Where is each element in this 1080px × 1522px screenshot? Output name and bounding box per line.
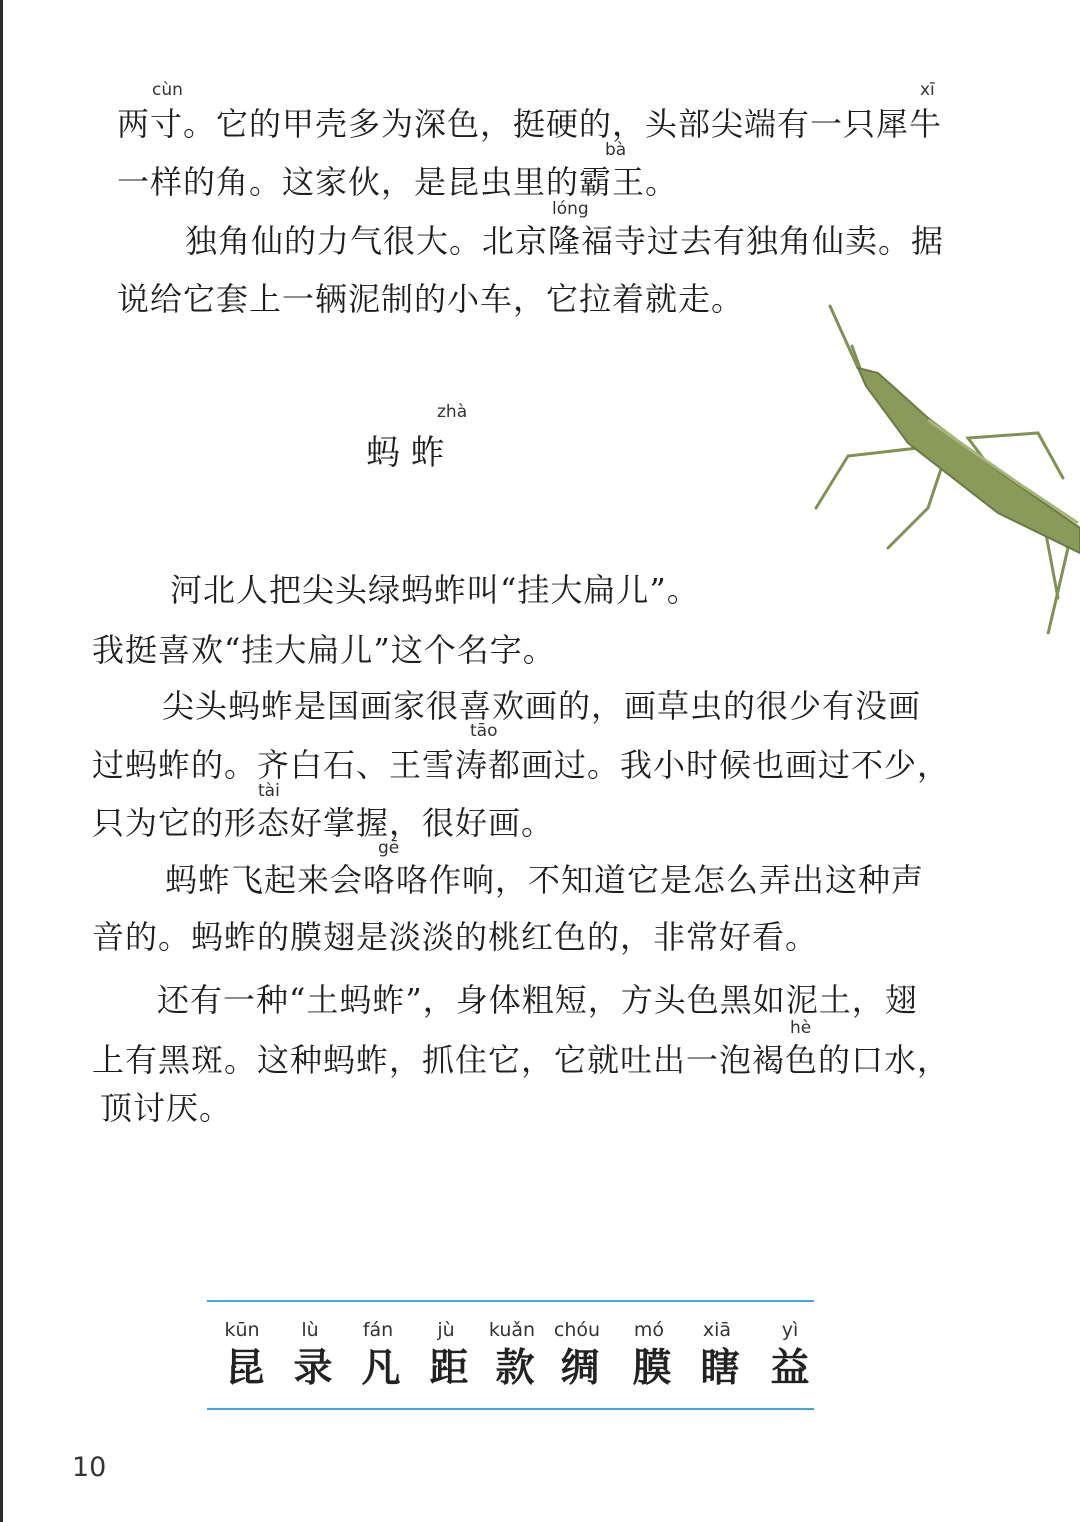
page-number: 10 — [72, 1452, 107, 1483]
text-line: 过蚂蚱的。齐白石、王雪涛都画过。我小时候也画过不少， — [92, 746, 951, 784]
text-line: 顶讨厌。 — [100, 1089, 233, 1127]
vocab-character: 绸 — [560, 1345, 600, 1391]
text-line: 独角仙的力气很大。北京隆福寺过去有独角仙卖。据 — [185, 222, 945, 260]
pinyin-annotation: gē — [378, 838, 400, 858]
vocab-character: 凡 — [361, 1345, 401, 1391]
text-line: 还有一种“土蚂蚱”，身体粗短，方头色黑如泥土，翅 — [157, 981, 918, 1019]
vocab-character: 距 — [429, 1345, 469, 1391]
vocab-bottom-rule — [207, 1408, 814, 1410]
vocab-character: 益 — [770, 1345, 810, 1391]
vocab-pinyin: mó — [633, 1319, 665, 1341]
vocab-pinyin: kuǎn — [488, 1319, 536, 1341]
vocab-character: 录 — [293, 1345, 333, 1391]
text-line: 两寸。它的甲壳多为深色，挺硬的，头部尖端有一只犀牛 — [117, 105, 943, 143]
vocab-character: 瞎 — [700, 1345, 740, 1391]
text-line: 只为它的形态好掌握，很好画。 — [92, 804, 555, 842]
text-line: 上有黑斑。这种蚂蚱，抓住它，它就吐出一泡褐色的口水， — [92, 1041, 951, 1079]
text-line: 河北人把尖头绿蚂蚱叫“挂大扁儿”。 — [170, 571, 700, 609]
vocab-top-rule — [207, 1300, 814, 1302]
pinyin-annotation: bà — [605, 140, 627, 160]
vocab-character: 款 — [495, 1345, 535, 1391]
vocab-pinyin: chóu — [553, 1319, 601, 1341]
vocab-pinyin: jù — [437, 1319, 455, 1341]
text-line: 音的。蚂蚱的膜翅是淡淡的桃红色的，非常好看。 — [92, 918, 819, 956]
text-line: 尖头蚂蚱是国画家很喜欢画的，画草虫的很少有没画 — [162, 687, 922, 725]
pinyin-annotation: lóng — [552, 199, 589, 219]
vocab-pinyin: kūn — [224, 1319, 260, 1341]
pinyin-annotation: tài — [258, 781, 280, 801]
text-line: 一样的角。这家伙，是昆虫里的霸王。 — [117, 163, 679, 201]
title-pinyin: zhà — [437, 402, 468, 422]
vocab-character: 膜 — [632, 1345, 672, 1391]
pinyin-annotation: tāo — [470, 721, 498, 741]
section-title: 蚂 蚱 — [366, 433, 445, 473]
text-line: 说给它套上一辆泥制的小车，它拉着就走。 — [117, 280, 745, 318]
page-edge — [0, 0, 3, 1522]
text-line: 我挺喜欢“挂大扁儿”这个名字。 — [92, 631, 556, 669]
vocab-character: 昆 — [225, 1345, 265, 1391]
vocab-pinyin: fán — [362, 1319, 394, 1341]
pinyin-annotation: cùn — [152, 80, 183, 100]
text-line: 蚂蚱飞起来会咯咯作响，不知道它是怎么弄出这种声 — [165, 861, 925, 899]
pinyin-annotation: xī — [920, 80, 935, 100]
vocab-pinyin: yì — [781, 1319, 799, 1341]
vocab-pinyin: lù — [301, 1319, 319, 1341]
vocab-pinyin: xiā — [702, 1319, 732, 1341]
grasshopper-illustration — [808, 298, 1080, 634]
pinyin-annotation: hè — [790, 1018, 812, 1038]
